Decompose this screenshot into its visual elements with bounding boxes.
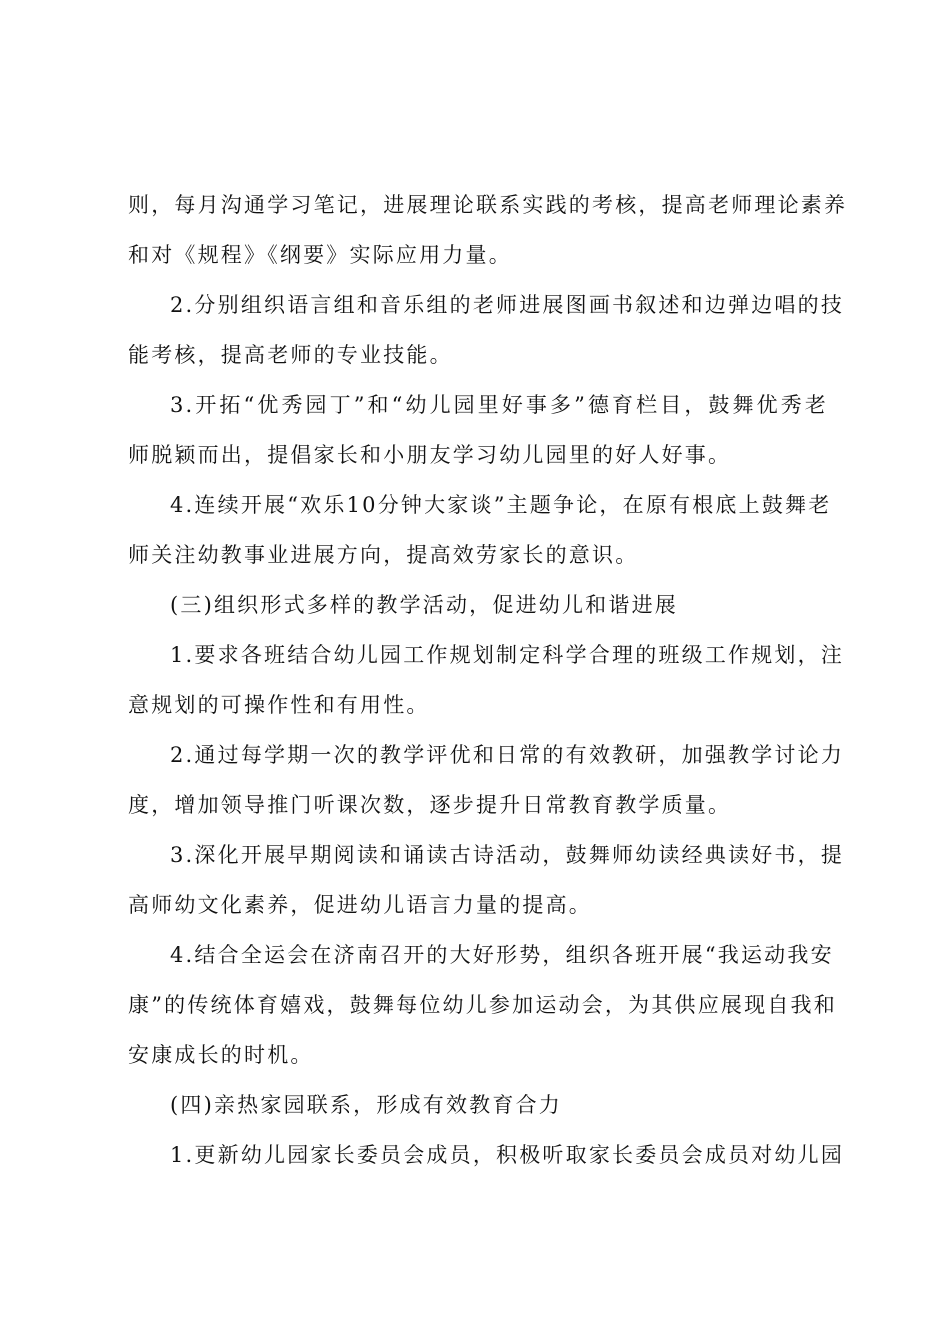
paragraph-line: 4.连续开展“欢乐10分钟大家谈”主题争论，在原有根底上鼓舞老 [170,493,832,517]
section-heading: (三)组织形式多样的教学活动，促进幼儿和谐进展 [170,593,678,617]
paragraph-line: 2.通过每学期一次的教学评优和日常的有效教研，加强教学讨论力 [170,743,845,767]
paragraph-line: 和对《规程》《纲要》实际应用力量。 [128,243,512,267]
paragraph-line: 1.更新幼儿园家长委员会成员，积极听取家长委员会成员对幼儿园 [170,1143,845,1167]
paragraph-line: 2.分别组织语言组和音乐组的老师进展图画书叙述和边弹边唱的技 [170,293,845,317]
paragraph-line: 能考核，提高老师的专业技能。 [128,343,453,367]
paragraph-line: 1.要求各班结合幼儿园工作规划制定科学合理的班级工作规划，注 [170,643,845,667]
paragraph-line: 高师幼文化素养，促进幼儿语言力量的提高。 [128,893,592,917]
paragraph-line: 师脱颖而出，提倡家长和小朋友学习幼儿园里的好人好事。 [128,443,732,467]
paragraph-line: 安康成长的时机。 [128,1043,314,1067]
paragraph-line: 4.结合全运会在济南召开的大好形势，组织各班开展“我运动我安 [170,943,834,967]
paragraph-line: 康”的传统体育嬉戏，鼓舞每位幼儿参加运动会，为其供应展现自我和 [128,993,837,1017]
paragraph-line: 度，增加领导推门听课次数，逐步提升日常教育教学质量。 [128,793,732,817]
section-heading: (四)亲热家园联系，形成有效教育合力 [170,1093,562,1117]
paragraph-line: 3.开拓“优秀园丁”和“幼儿园里好事多”德育栏目，鼓舞优秀老 [170,393,828,417]
paragraph-line: 意规划的可操作性和有用性。 [128,693,430,717]
paragraph-line: 师关注幼教事业进展方向，提高效劳家长的意识。 [128,543,639,567]
paragraph-line: 3.深化开展早期阅读和诵读古诗活动，鼓舞师幼读经典读好书，提 [170,843,845,867]
paragraph-line: 则，每月沟通学习笔记，进展理论联系实践的考核，提高老师理论素养 [128,193,848,217]
